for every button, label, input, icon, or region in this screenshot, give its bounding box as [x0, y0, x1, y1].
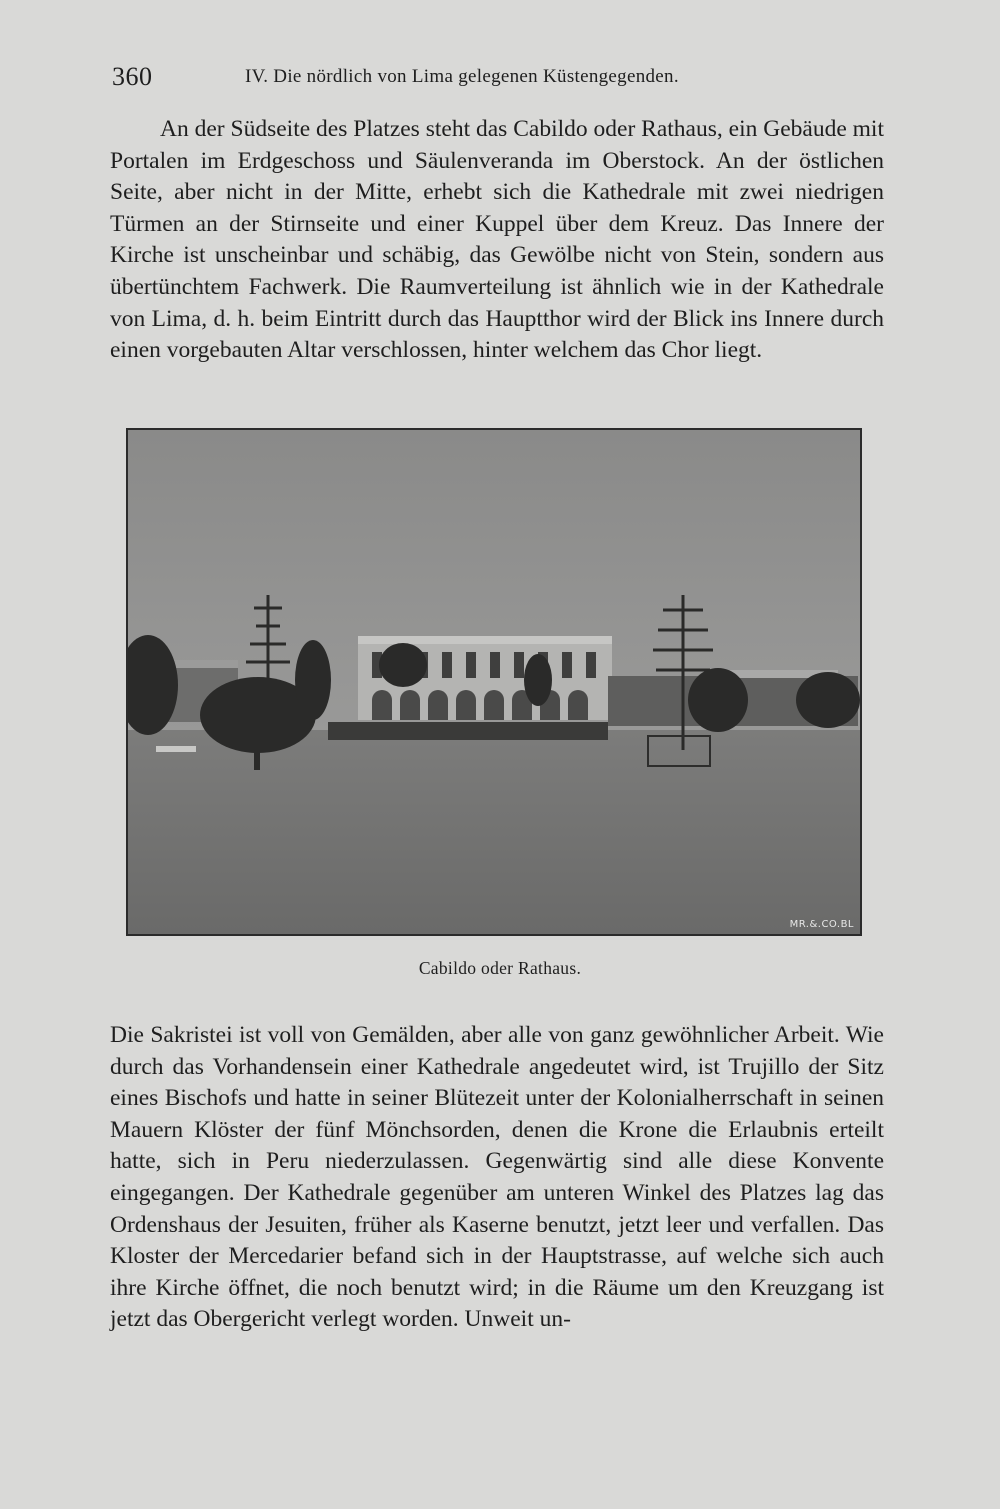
photo-illustration — [126, 428, 862, 936]
running-head — [112, 62, 892, 94]
paragraph-2: Die Sakristei ist voll von Gemälden, aber alle von ganz gewöhnlicher Arbeit. Wie durch das Vorhandensein einer Kathedrale angedeutet wird, ist Trujillo der Sitz eines Bischofs und hatte in seiner Blütezeit unter der Kolonialherrschaft in seinen Mauern Klöster der fünf Mönchsorden, denen die Krone die Erlaubnis erteilt hatte, sich in Peru niederzulassen. Gegenwärtig sind alle diese Konvente eingegangen. Der Kathedrale gegenüber am unteren Winkel des Platzes lag das Ordenshaus der Jesuiten, früher als Kaserne benutzt, jetzt leer und verfallen. Das Kloster der Mercedarier befand sich in der Hauptstrasse, auf welche sich auch ihre Kirche öffnet, die noch benutzt wird; in die Räume um den Kreuzgang ist jetzt das Obergericht verlegt worden. Unweit un- — [110, 1022, 884, 1333]
engraver-mark: MR.&.CO.BL — [789, 919, 854, 930]
running-title: IV. Die nördlich von Lima gelegenen Küstengegenden. — [245, 66, 679, 87]
cabildo-photo — [128, 430, 860, 934]
figure-caption: Cabildo oder Rathaus. — [418, 958, 582, 978]
paragraph-1: An der Südseite des Platzes steht das Cabildo oder Rathaus, ein Gebäude mit Portalen im Erdgeschoss und Säulenveranda im Oberstock. An der östlichen Seite, aber nicht in der Mitte, erhebt sich die Kathedrale mit zwei niedrigen Türmen an der Stirnseite und einer Kuppel über dem Kreuz. Das Innere der Kirche ist unscheinbar und schäbig, das Gewölbe nicht von Stein, sondern aus übertünchtem Fachwerk. Die Raumverteilung ist ähnlich wie in der Kathedrale von Lima, d. h. beim Eintritt durch das Hauptthor wird der Blick ins Innere durch einen vorgebauten Altar verschlossen, hinter welchem das Chor liegt. — [110, 116, 884, 364]
page-number: 360 — [112, 62, 153, 91]
